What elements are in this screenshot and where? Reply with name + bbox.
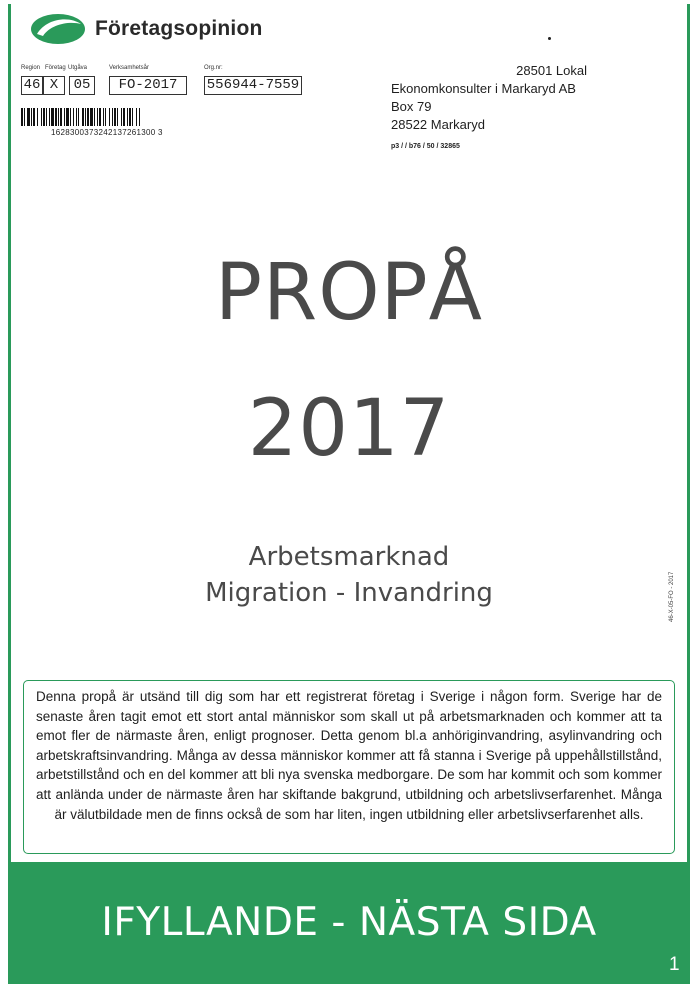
brand-name: Företagsopinion	[95, 17, 263, 40]
subtitle-line1: Arbetsmarknad	[248, 542, 450, 572]
region-label: Region	[21, 65, 41, 71]
utgava-label: Utgåva	[68, 65, 88, 71]
org-nr-box: 556944-7559	[204, 76, 302, 95]
swoosh-logo-icon	[29, 12, 87, 46]
verksamhetsar-label: Verksamhetsår	[109, 65, 150, 71]
document-page	[8, 4, 690, 984]
side-code: 46-X-05-FO - 2017	[669, 571, 675, 622]
main-title: PROPÅ	[214, 248, 484, 338]
barcode	[21, 108, 226, 126]
address-reference: p3 / / b76 / 50 / 32865	[391, 143, 460, 150]
recipient-address	[391, 62, 611, 156]
verksamhetsar-box: FO-2017	[109, 76, 187, 95]
main-year: 2017	[247, 384, 451, 474]
address-company: Ekonomkonsulter i Markaryd AB	[391, 81, 576, 96]
foretag-label: Företag	[45, 65, 66, 71]
foretag-box: X	[43, 76, 65, 95]
org-label: Org.nr:	[204, 65, 223, 71]
address-lokal: 28501 Lokal	[516, 63, 587, 78]
page-number: 1	[669, 954, 680, 975]
region-box: 46	[21, 76, 43, 95]
utgava-box: 05	[69, 76, 95, 95]
barcode-number: 1628300373242137261300 3	[51, 128, 163, 137]
info-text: Denna propå är utsänd till dig som har ett registrerat företag i Sverige i någon form. Sverige har de senaste åren tagit emot ett stort antal människor som skall ut på arbetsmarknaden och kommer att ta emot fler de närmaste åren, enligt prognoser. Detta genom bl.a anhöriginvandring, asylinvandring och arbetskraftsinvandring. Många av dessa människor kommer att få stanna i Sverige på uppehållstillstånd, arbetstillstånd och en del kommer att bli nya svenska medborgare. De som har kommit och som kommer att anlända under de närmaste åren har skiftande bakgrund, utbildning och arbetslivserfarenhet. Många är välutbildade men de finns också de som har liten, ingen utbildning eller arbetslivserfarenhet alls.	[36, 689, 662, 822]
info-box	[23, 680, 675, 854]
next-page-button[interactable]: IFYLLANDE - NÄSTA SIDA	[101, 900, 597, 945]
dot-mark	[548, 37, 551, 40]
subtitle-line2: Migration - Invandring	[205, 578, 493, 608]
barcode-bar	[140, 108, 141, 126]
address-box: Box 79	[391, 99, 432, 114]
address-postal: 28522 Markaryd	[391, 117, 485, 132]
brand-logo	[29, 12, 263, 46]
